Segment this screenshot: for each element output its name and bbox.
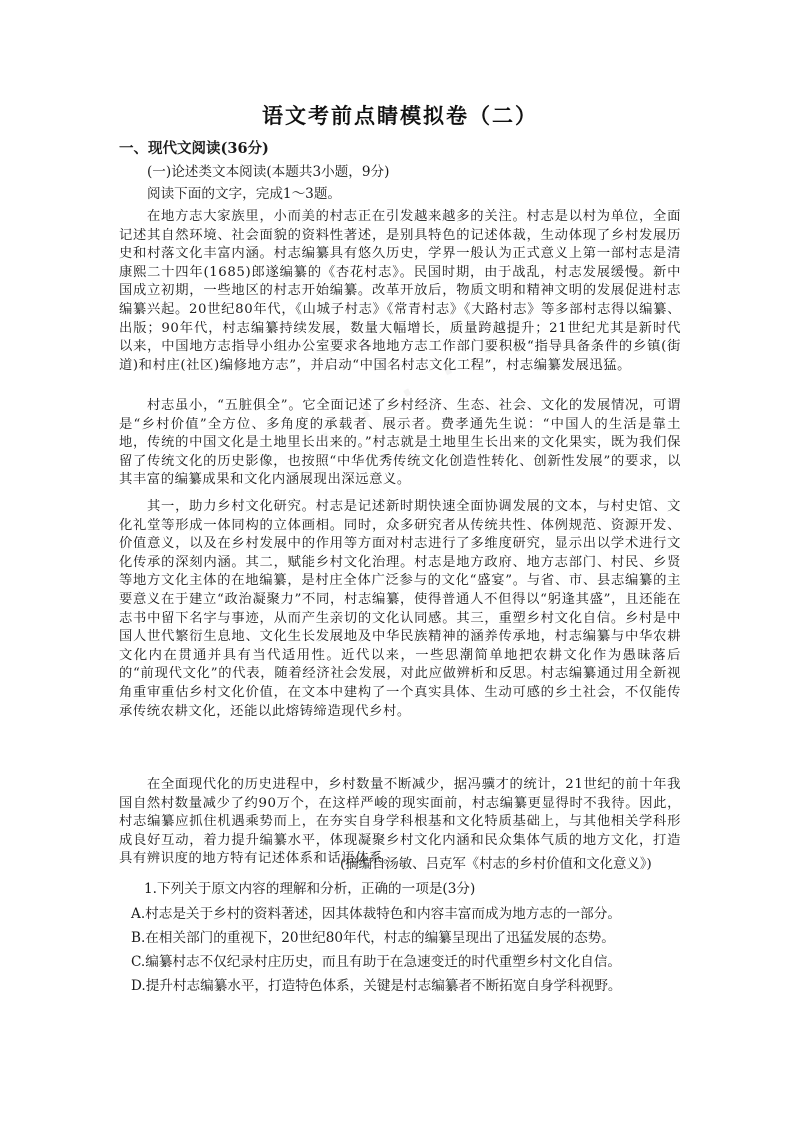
passage-source: (摘编自汤敏、吕克军《村志的乡村价值和文化意义》) [340,857,652,872]
passage-text: 在全面现代化的历史进程中，乡村数量不断减少，据冯骥才的统计，21世纪的前十年我国自然村数量减少了约90万个，在这样严峻的现实面前，村志编纂更显得时不我待。因此，村志编纂应抓住机遇乘势而上，在夯实自身学科根基和文化特质基础上，与其他相关学科形成良好互动，着力提升编纂水平，体现凝聚乡村文化内涵和民众集体气质的地方文化，打造具有辨识度的地方特有记述体系和话语体系。 [119,777,681,867]
page-title: 语文考前点睛模拟卷（二） [262,104,538,128]
option-d: D.提升村志编纂水平，打造特色体系，关键是村志编纂者不断拓宽自身学科视野。 [131,978,622,994]
section-heading: 一、现代文阅读(36分) [119,140,269,157]
passage-text: 其一，助力乡村文化研究。村志是记述新时期快速全面协调发展的文本，与村史馆、文化礼堂等形成一体同构的立体画相。同时，众多研究者从传统共性、体例规范、资源开发、价值意义，以及在乡村发展中的作用等方面对村志进行了多维度研究，显示出以学术进行文化传承的深刻内涵。其二，赋能乡村文化治理。村志是地方政府、地方志部门、村民、乡贤等地方文化主体的在地编纂，是村庄全体广泛参与的文化“盛宴”。与省、市、县志编纂的主要意义在于建立“政治凝聚力”不同，村志编纂，使得普通人不但得以“躬逢其盛”，且还能在志书中留下名字与事迹，从而产生亲切的文化认同感。其三，重塑乡村文化自信。乡村是中国人世代繁衍生息地、文化生长发展地及中华民族精神的涵养传承地，村志编纂与中华农耕文化内在贯通并具有当代适用性。近代以来，一些思潮简单地把农耕文化作为愚昧落后的“前现代文化”的代表，随着经济社会发展，对此应做辨析和反思。村志编纂通过用全新视角重审重估乡村文化价值，在文本中建构了一个真实具体、生动可感的乡土社会，不仅能传承传统农耕文化，还能以此熔铸缔造现代乡村。 [119,499,681,719]
question-stem: 1.下列关于原文内容的理解和分析，正确的一项是(3分) [144,881,476,897]
option-b: B.在相关部门的重视下，20世纪80年代，村志的编纂呈现出了迅猛发展的态势。 [131,930,615,946]
passage-paragraph-1 [119,208,681,375]
option-a: A.村志是关于乡村的资料著述，因其体裁特色和内容丰富而成为地方志的一部分。 [131,906,621,922]
section-subheading: (一)论述类文本阅读(本题共3小题，9分) [147,164,390,180]
passage-paragraph-2 [119,397,681,490]
passage-paragraph-3 [119,498,681,721]
option-c: C.编纂村志不仅纪录村庄历史，而且有助于在急速变迁的时代重塑乡村文化自信。 [131,954,622,970]
passage-text: 村志虽小，“五脏俱全”。它全面记述了乡村经济、生态、社会、文化的发展情况，可谓是“乡村价值”全方位、多角度的承载者、展示者。费孝通先生说：“中国人的生活是靠土地，传统的中国文化是土地里长出来的。”村志就是土地里生长出来的文化果实，既为我们保留了传统文化的历史影像，也按照“中华优秀传统文化创造性转化、创新性发展”的要求，以其丰富的编纂成果和文化内涵展现出深远意义。 [119,398,681,488]
passage-text: 在地方志大家族里，小而美的村志正在引发越来越多的关注。村志是以村为单位，全面记述其自然环境、社会面貌的资料性著述，是别具特色的记述体裁，生动体现了乡村发展历史和村落文化丰富内涵。村志编纂具有悠久历史，学界一般认为正式意义上第一部村志是清康熙二十四年(1685)郎遂编纂的《杏花村志》。民国时期，由于战乱，村志发展缓慢。新中国成立初期，一些地区的村志开始编纂。改革开放后，物质文明和精神文明的发展促进村志编纂兴起。20世纪80年代，《山城子村志》《常青村志》《大路村志》等多部村志得以编纂、出版；90年代，村志编纂持续发展，数量大幅增长，质量跨越提升；21世纪尤其是新时代以来，中国地方志指导小组办公室要求各地地方志工作部门要积极“指导具备条件的乡镇(街道)和村庄(社区)编修地方志”，并启动“中国名村志文化工程”，村志编纂发展迅猛。 [119,209,681,373]
reading-instruction: 阅读下面的文字，完成1～3题。 [147,186,342,202]
